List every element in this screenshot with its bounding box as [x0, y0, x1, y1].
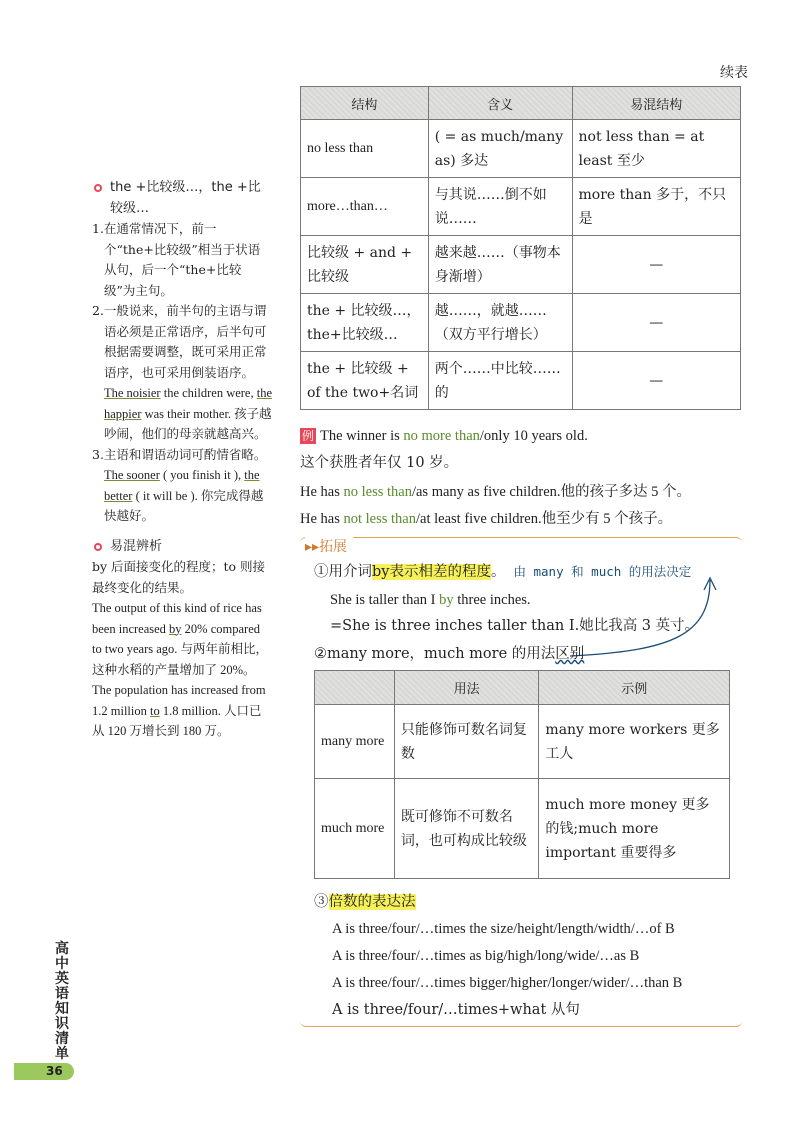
table-row: more…than… 与其说……倒不如说…… more than 多于，不只是 [301, 178, 741, 236]
sidebar-heading-comparative: the +比较级…，the +比较级… [92, 178, 272, 219]
continued-table-label: 续表 [720, 65, 748, 81]
sidebar-example-2: The sooner ( you finish it ), the better ( it will be ). 你完成得越快越好。 [104, 468, 264, 523]
header-confusable: 易混结构 [572, 87, 741, 120]
table-row: the + 比较级…，the+比较级… 越……，就越……（双方平行增长） — [301, 294, 741, 352]
extension-example-1: She is taller than I by three inches. [330, 592, 531, 608]
sidebar-item-1: 1.在通常情况下，前一个“the+比较级”相当于状语从句，后一个“the+比较级”为主句。 [92, 221, 261, 298]
many-much-more-table [314, 670, 730, 879]
comparison-structures-table [300, 86, 741, 410]
sidebar-example-1: The noisier the children were, the happier was their mother. 孩子越吵闹，他们的母亲就越高兴。 [104, 386, 273, 441]
page-number: 36 [46, 1064, 63, 1078]
table-header-row [301, 87, 741, 120]
header-example: 示例 [539, 671, 730, 705]
left-sidebar-notes [92, 178, 272, 742]
bullet-icon [94, 184, 102, 192]
sidebar-paragraph-by-to: by 后面接变化的程度；to 则接最终变化的结果。 [92, 559, 266, 595]
extension-point-1: ①用介词by表示相差的程度。 由 many 和 much 的用法决定 [314, 564, 692, 580]
table-header-row [315, 671, 730, 705]
extension-label: ▸▸拓展 [305, 536, 353, 556]
sidebar-example-rice: The output of this kind of rice has been increased by 20% compared to two years ago. 与两年前相比，这种水稻的产量增加了 20%。 [92, 601, 269, 677]
bullet-icon [94, 543, 102, 551]
example-translation-1: 这个获胜者年仅 10 岁。 [300, 455, 459, 471]
header-usage: 用法 [394, 671, 539, 705]
sidebar-item-2: 2.一般说来，前半句的主语与谓语必须是正常语序，后半句可根据需要调整，既可采用正常语序，也可采用倒装语序。 [92, 303, 267, 380]
handwritten-note: 由 many 和 much 的用法决定 [513, 564, 692, 579]
extension-point-2: ②many more，much more 的用法区别 [314, 646, 585, 662]
page-number-tab [14, 1063, 74, 1080]
table-row: many more 只能修饰可数名词复数 many more workers 更多工人 [315, 705, 730, 779]
multiple-expression-line: A is three/four/…times the size/height/length/width/…of B [332, 921, 675, 937]
example-sentence-3: He has not less than/at least five children.他至少有 5 个孩子。 [300, 511, 673, 527]
table-row: the + 比较级 + of the two+名词 两个……中比较……的 — [301, 352, 741, 410]
multiple-expression-line: A is three/four/…times+what 从句 [332, 1002, 580, 1018]
sidebar-heading-confusable: 易混辨析 [92, 537, 272, 558]
multiple-expression-line: A is three/four/…times bigger/higher/longer/wider/…than B [332, 975, 683, 991]
example-badge: 例 [302, 429, 315, 443]
header-structure: 结构 [301, 87, 429, 120]
extension-point-3: ③倍数的表达法 [314, 894, 416, 910]
sidebar-item-3: 3.主语和谓语动词可酌情省略。 [92, 446, 267, 462]
extension-example-2: =She is three inches taller than I.她比我高 3 英寸。 [330, 618, 700, 634]
table-row: much more 既可修饰不可数名词，也可构成比较级 much more money 更多的钱;much more important 重要得多 [315, 779, 730, 879]
book-spine-title: 高 中 英 语 知 识 清 单 [55, 941, 69, 1062]
table-row: no less than ( = as much/many as) 多达 not less than = at least 至少 [301, 120, 741, 178]
table-row: 比较级 + and + 比较级 越来越……（事物本身渐增） — [301, 236, 741, 294]
example-sentence-1: 例 The winner is no more than/only 10 years old. [302, 428, 588, 444]
header-meaning: 含义 [428, 87, 572, 120]
multiple-expression-line: A is three/four/…times as big/high/long/wide/…as B [332, 948, 640, 964]
sidebar-example-population: The population has increased from 1.2 million to 1.8 million. 人口已从 120 万增长到 180 万。 [92, 683, 266, 738]
example-sentence-2: He has no less than/as many as five children.他的孩子多达 5 个。 [300, 484, 692, 500]
